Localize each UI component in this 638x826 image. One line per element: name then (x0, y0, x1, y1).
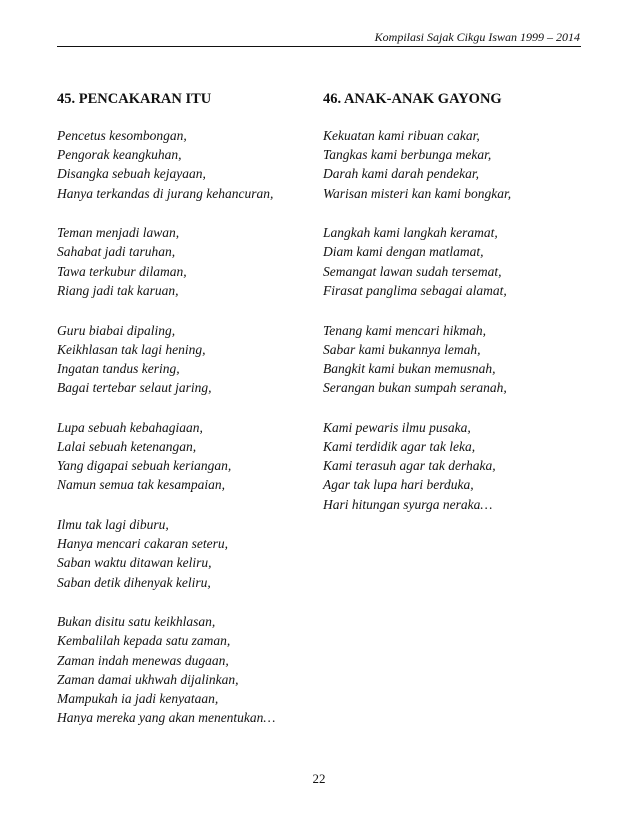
stanza (323, 321, 593, 398)
poem-line: Semangat lawan sudah tersemat, (323, 263, 502, 279)
poem-line: Pengorak keangkuhan, (57, 147, 182, 163)
poem-line: Ingatan tandus kering, (57, 360, 180, 376)
poem-line: Langkah kami langkah keramat, (323, 225, 498, 241)
poem-line: Saban waktu ditawan keliru, (57, 555, 212, 571)
poem-line: Kami terasuh agar tak derhaka, (323, 458, 496, 474)
poem-title: 46. ANAK-ANAK GAYONG (323, 91, 502, 107)
poem-line: Hari hitungan syurga neraka… (323, 496, 493, 512)
poem-line: Tawa terkubur dilaman, (57, 263, 187, 279)
poem-line: Yang digapai sebuah keriangan, (57, 458, 232, 474)
poem-line: Kami pewaris ilmu pusaka, (323, 419, 471, 435)
header-divider (57, 46, 581, 47)
poem-line: Firasat panglima sebagai alamat, (323, 282, 507, 298)
poem-line: Kembalilah kepada satu zaman, (57, 633, 231, 649)
poem-line: Keikhlasan tak lagi hening, (57, 341, 206, 357)
stanza (57, 418, 327, 495)
poem-line: Sabar kami bukannya lemah, (323, 341, 481, 357)
poem-line: Disangka sebuah kejayaan, (57, 166, 206, 182)
stanza (323, 126, 593, 203)
poem-line: Kami terdidik agar tak leka, (323, 438, 476, 454)
poem-line: Tangkas kami berbunga mekar, (323, 147, 492, 163)
poem-line: Teman menjadi lawan, (57, 225, 180, 241)
poem-line: Agar tak lupa hari berduka, (323, 477, 474, 493)
poem-line: Zaman damai ukhwah dijalinkan, (57, 671, 239, 687)
poem-anak-anak-gayong (323, 90, 593, 534)
poem-line: Kekuatan kami ribuan cakar, (323, 128, 480, 143)
poem-line: Warisan misteri kan kami bongkar, (323, 185, 512, 201)
poem-line: Zaman indah menewas dugaan, (57, 652, 229, 668)
poem-line: Hanya terkandas di jurang kehancuran, (57, 185, 274, 201)
poem-line: Darah kami darah pendekar, (323, 166, 479, 182)
poem-title: 45. PENCAKARAN ITU (57, 91, 212, 107)
poem-line: Lupa sebuah kebahagiaan, (57, 419, 203, 435)
stanza (323, 223, 593, 300)
poem-line: Ilmu tak lagi diburu, (57, 517, 169, 532)
poem-line: Tenang kami mencari hikmah, (323, 322, 486, 338)
stanza (57, 515, 327, 592)
poem-line: Bangkit kami bukan memusnah, (323, 360, 496, 376)
poem-line: Diam kami dengan matlamat, (323, 244, 484, 260)
poem-line: Riang jadi tak karuan, (57, 282, 179, 298)
stanza (57, 612, 327, 727)
poem-line: Hanya mencari cakaran seteru, (57, 536, 228, 552)
poem-line: Hanya mereka yang akan menentukan… (57, 710, 276, 726)
stanza (57, 321, 327, 398)
poem-line: Serangan bukan sumpah seranah, (323, 380, 507, 396)
poem-pencakaran-itu (57, 90, 327, 748)
poem-line: Bukan disitu satu keikhlasan, (57, 614, 216, 630)
stanza (57, 126, 327, 203)
poem-line: Pencetus kesombongan, (57, 128, 187, 143)
poem-line: Namun semua tak kesampaian, (57, 477, 225, 493)
poem-line: Guru biabai dipaling, (57, 322, 176, 338)
stanza (323, 418, 593, 514)
page-number: 22 (312, 771, 326, 786)
poem-line: Mampukah ia jadi kenyataan, (57, 691, 219, 706)
poem-line: Saban detik dihenyak keliru, (57, 574, 211, 590)
running-header-title: Kompilasi Sajak Cikgu Iswan 1999 – 2014 (374, 30, 580, 44)
poem-line: Sahabat jadi taruhan, (57, 244, 176, 260)
stanza (57, 223, 327, 300)
poem-line: Lalai sebuah ketenangan, (57, 438, 197, 454)
poem-line: Bagai tertebar selaut jaring, (57, 380, 212, 396)
